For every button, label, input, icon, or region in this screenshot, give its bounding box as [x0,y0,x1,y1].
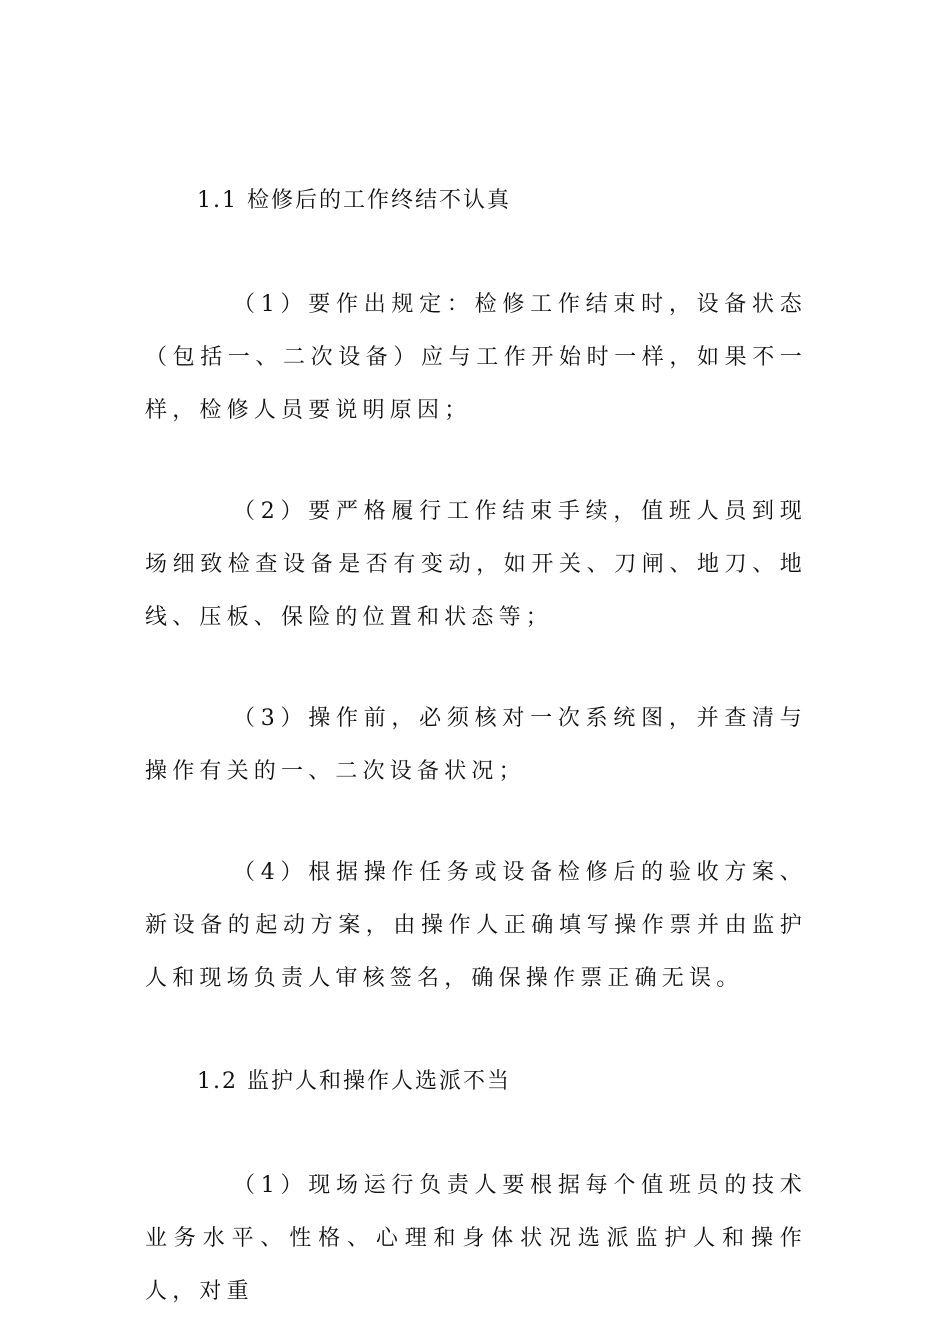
paragraph-1-1-2: （2）要严格履行工作结束手续，值班人员到现场细致检查设备是否有变动，如开关、刀闸、地刀、地线、压板、保险的位置和状态等； [145,499,807,630]
document-body [145,172,807,1318]
paragraph-1-1-3: （3）操作前，必须核对一次系统图，并查清与操作有关的一、二次设备状况； [145,706,807,784]
section-heading-1-2: 1.2 监护人和操作人选派不当 [197,1069,511,1094]
paragraph-1-1-4: （4）根据操作任务或设备检修后的验收方案、新设备的起动方案，由操作人正确填写操作票并由监护人和现场负责人审核签名，确保操作票正确无误。 [145,860,807,991]
paragraph-1-1-1: （1）要作出规定：检修工作结束时，设备状态（包括一、二次设备）应与工作开始时一样，如果不一样，检修人员要说明原因； [145,292,807,423]
section-heading-1-1: 1.1 检修后的工作终结不认真 [197,188,511,213]
paragraph-1-2-1: （1）现场运行负责人要根据每个值班员的技术业务水平、性格、心理和身体状况选派监护人和操作人，对重 [145,1173,807,1304]
